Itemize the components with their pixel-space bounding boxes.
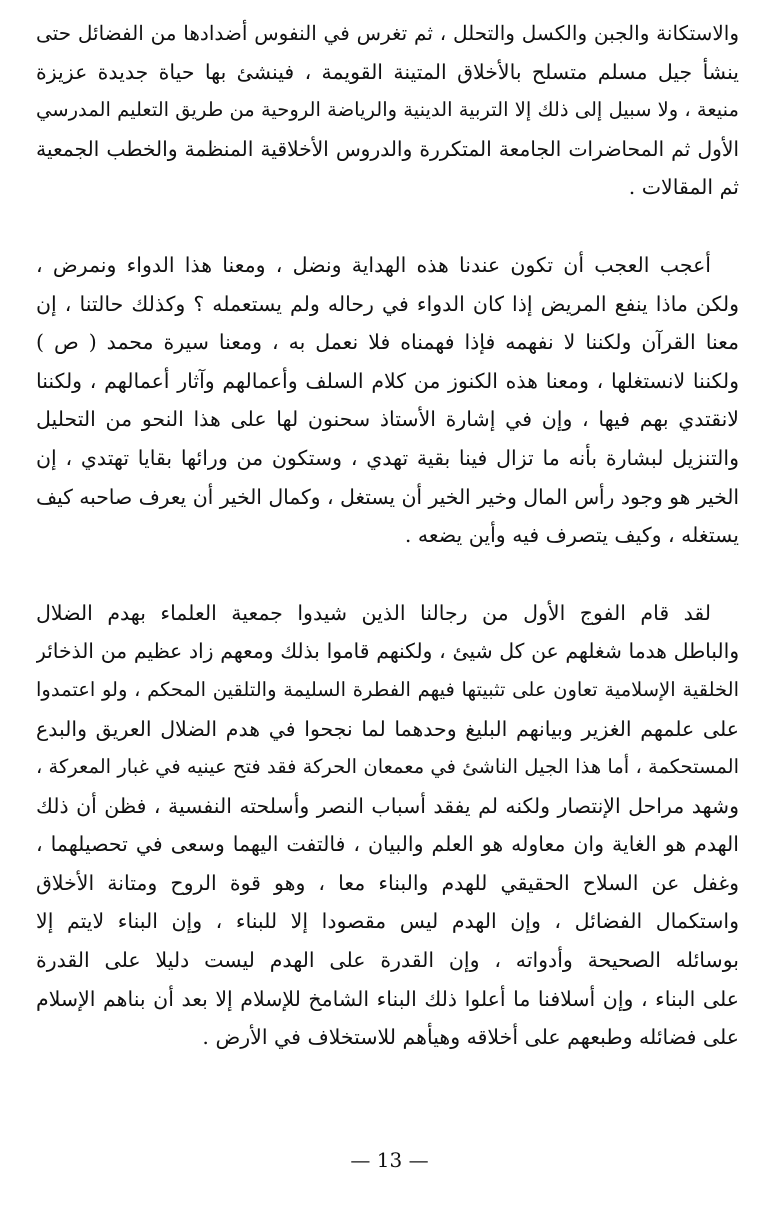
text-line: المستحكمة ، أما هذا الجيل الناشئ في معمعان الحركة فقد فتح عينيه في غبار المعركة ، xyxy=(36,755,739,779)
text-line: على البناء ، وإن أسلافنا ما أعلوا ذلك البناء الشامخ للإسلام إلا بعد أن بناهم الإسلام xyxy=(36,986,739,1011)
page-number: — 13 — xyxy=(350,1148,429,1172)
text-line: بوسائله الصحيحة وأدواته ، وإن القدرة على الهدم ليست دليلا على القدرة xyxy=(36,948,739,973)
text-line: منيعة ، ولا سبيل إلى ذلك إلا التربية الدينية والرياضة الروحية من طريق التعليم المدرسي xyxy=(36,98,739,122)
text-line: الأول ثم المحاضرات الجامعة المتكررة والدروس الأخلاقية المنظمة والخطب الجمعية xyxy=(36,136,739,161)
text-line: ولكننا لانستغلها ، ومعنا هذه الكنوز من كلام السلف وأعمالهم وآثار أعمالهم ، ولكننا xyxy=(36,368,739,393)
paragraph-1 xyxy=(36,14,739,207)
text-line: يستغله ، وكيف يتصرف فيه وأين يضعه . xyxy=(404,523,739,548)
text-line: ثم المقالات . xyxy=(628,175,739,200)
text-line: وغفل عن السلاح الحقيقي للهدم والبناء معا ، وهو قوة الروح ومتانة الأخلاق xyxy=(36,870,739,895)
text-line: أعجب العجب أن تكون عندنا هذه الهداية ونضل ، ومعنا هذا الدواء ونمرض ، xyxy=(36,252,711,277)
text-line: ولكن ماذا ينفع المريض إذا كان الدواء في رحاله ولم يستعمله ؟ وكذلك حالتنا ، إن xyxy=(36,291,739,316)
text-line: الخلقية الإسلامية تعاون على تثبيتها فيهم الفطرة السليمة والتلقين المحكم ، ولو اعتمدوا xyxy=(36,677,739,701)
text-line: والاستكانة والجبن والكسل والتحلل ، ثم تغرس في النفوس أضدادها من الفضائل حتى xyxy=(36,21,739,45)
paragraph-3 xyxy=(36,594,739,1057)
text-line: معنا القرآن ولكننا لا نفهمه فإذا فهمناه فلا نعمل به ، ومعنا سيرة محمد ( ص ) xyxy=(36,330,739,355)
text-line: الهدم هو الغاية وان معاوله هو العلم والبيان ، فالتفت اليهما وسعى في تحصيلهما ، xyxy=(36,832,739,857)
text-line: لانقتدي بهم فيها ، وإن في إشارة الأستاذ سحنون لها على هذا النحو من التحليل xyxy=(36,407,739,432)
text-line: وشهد مراحل الإنتصار ولكنه لم يفقد أسباب النصر وأسلحته النفسية ، فظن أن ذلك xyxy=(36,793,739,818)
text-line: والتنزيل لبشارة بأنه ما تزال فينا بقية تهدي ، وستكون من ورائها بقايا تهتدي ، إن xyxy=(36,445,739,470)
text-line: الخير هو وجود رأس المال وخير الخير أن يستغل ، وكمال الخير أن يعرف صاحبه كيف xyxy=(36,484,739,509)
text-line: ينشأ جيل مسلم متسلح بالأخلاق المتينة القويمة ، فينشئ بها حياة جديدة عزيزة xyxy=(36,59,739,84)
text-line: على فضائله وطبعهم على أخلاقه وهيأهم للاستخلاف في الأرض . xyxy=(202,1025,739,1050)
text-line: والباطل هدما شغلهم عن كل شيئ ، ولكنهم قاموا بذلك ومعهم زاد عظيم من الذخائر xyxy=(36,639,739,664)
text-line: على علمهم الغزير وبيانهم البليغ وحدهما لما نجحوا في هدم الضلال العريق والبدع xyxy=(36,716,739,741)
paragraph-2 xyxy=(36,246,739,555)
text-line: لقد قام الفوج الأول من رجالنا الذين شيدوا جمعية العلماء بهدم الضلال xyxy=(36,600,711,625)
text-line: واستكمال الفضائل ، وإن الهدم ليس مقصودا إلا للبناء ، وإن البناء لايتم إلا xyxy=(36,909,739,934)
